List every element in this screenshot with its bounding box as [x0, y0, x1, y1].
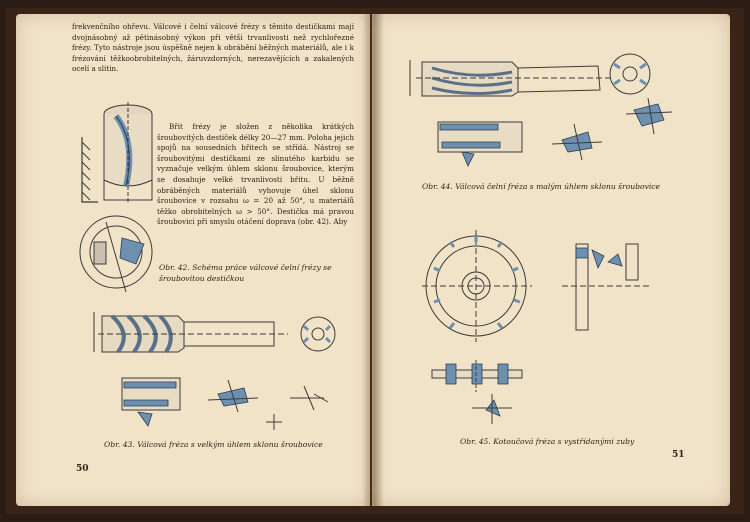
- figure-45-caption: Obr. 45. Kotoučová fréza s vystřídanými zuby: [460, 437, 635, 446]
- figure-42-drawing: [76, 92, 166, 292]
- figure-45-drawing: [412, 210, 692, 430]
- open-book: [6, 8, 744, 514]
- figure-44-caption: Obr. 44. Válcová čelní fréza s malým úhlem sklonu šroubovice: [422, 182, 661, 191]
- left-page-main-text: Břit frézy je složen z několika krátkých šroubovitých destiček délky 20—27 mm. Poloha jejich spojů na sousedních břitech se střídá. Nástroj se šroubovitými destičkami ze slinutého karbidu se vyznačuje velkým úhlem sklonu šroubovice, kterým se dosahuje velké trvanlivosti břitu. U běžně obráběných materiálů vyhovuje úhel sklonu šroubovice v rozsahu ω = 20 až 50°, u materiálů těžko obrobitelných ω > 50°. Destička má pravou šroubovici při smyslu otáčení doprava (obr. 42). Aby: [157, 122, 354, 227]
- left-page-intro-text: frekvenčního ohřevu. Válcové i čelní válcové frézy s těmito destičkami mají dvojnásobný až pětinásobný výkon při větší trvanlivosti než rychlořezné frézy. Tyto nástroje jsou úspěšně nejen k obrábění běžných materiálů, ale i k frézování těžkoobrobitelných, žáruvzdorných, nerezavějících a zakalených ocelí a slitin.: [72, 22, 354, 74]
- left-page: [16, 14, 370, 506]
- figure-43-drawing: [78, 302, 350, 434]
- figure-44-drawing: [402, 28, 702, 178]
- figure-43-caption: Obr. 43. Válcová fréza s velkým úhlem sklonu šroubovice: [104, 440, 323, 449]
- figure-42-caption: Obr. 42. Schéma práce válcové čelní frézy se šroubovitou destičkou: [159, 263, 332, 283]
- right-page: [372, 14, 730, 506]
- page-number-left: 50: [76, 464, 89, 474]
- page-number-right: 51: [672, 450, 685, 460]
